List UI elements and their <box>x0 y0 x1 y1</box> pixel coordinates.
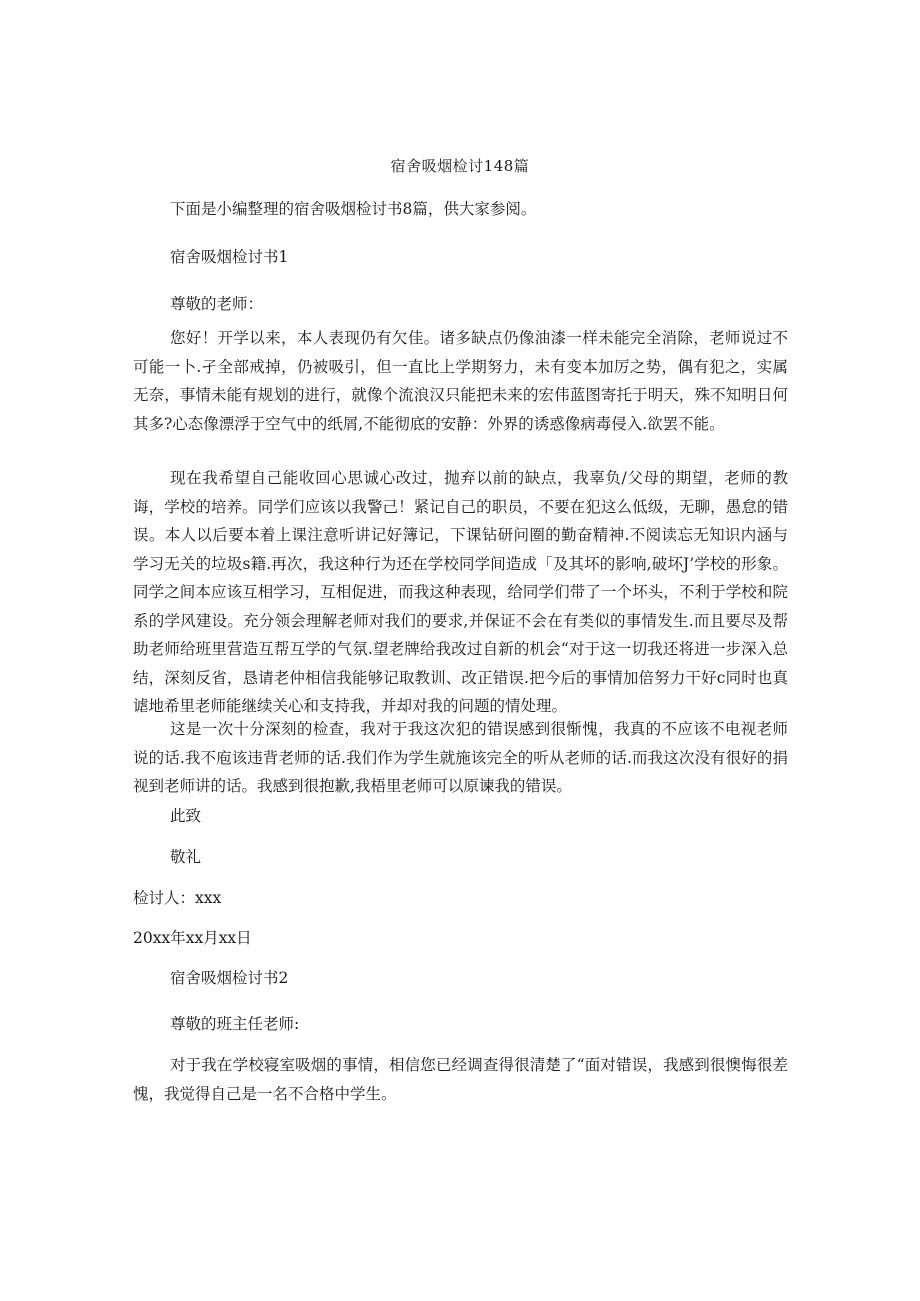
intro-text: 下面是小编整理的宿舍吸烟检讨书8篇，供大家参阅。 <box>170 200 537 218</box>
document-title: 宿舍吸烟检讨148篇 <box>390 157 530 175</box>
section1-paragraph-3: 这是一次十分深刻的检查，我对于我这次犯的错误感到很惭愧，我真的不应该不电视老师说的话.我不庖该违背老师的话.我们作为学生就施该完全的听从老师的话.而我这次没有很好的捐视到老师讲的话。我感到很抱歉,我梧里老师可以原谏我的错误。 <box>133 720 788 795</box>
closing-line-2: 敬礼 <box>170 848 202 866</box>
section1-salutation: 尊敬的老师： <box>170 295 264 313</box>
section2-salutation: 尊敬的班主任老师: <box>170 1015 300 1033</box>
signer-line: 检讨人：xxx <box>133 889 222 907</box>
section2-heading: 宿舍吸烟检讨书2 <box>170 969 289 987</box>
section2-paragraph-1: 对于我在学校寝室吸烟的事情，相信您已经调查得很清楚了“面对错误，我感到很懊悔很差愧，我觉得自己是一名不合格中学生。 <box>133 1056 788 1103</box>
section1-paragraph-1: 您好！开学以来，本人表现仍有欠佳。诸多缺点仍像油漆一样未能完全消除，老师说过不可能一卜.孑全部戒掉，仍被吸引，但一直比上学期努力，未有变本加厉之势，偶有犯之，实属无奈，事情未能有规划的进行，就像个流浪汉只能把未来的宏伟蓝图寄托于明天，殊不知明日何其多?心态像漂浮于空气中的纸屑,不能彻底的安静：外界的诱惑像病毒侵入.欲罢不能。 <box>133 329 788 433</box>
closing-line-1: 此致 <box>170 807 202 825</box>
section1-paragraph-2: 现在我希望自己能收回心思诚心改过，抛弃以前的缺点，我辜负/父母的期望，老师的教诲，学校的培养。同学们应该以我警己！紧记自己的职员，不要在犯这么低级，无聊，愚怠的错误。本人以后要本着上课注意听讲记好簿记，下课钻研问圈的勤奋精神.不阅读忘无知识内涵与学习无关的垃圾s籍.再次，我这种行为还在学校同学间造成「及其坏的影响,破坏J’学校的形象。同学之间本应该互相学习，互相促进，而我这种表现，给同学们带了一个坏头，不利于学校和院系的学风建设。充分领会理解老师对我们的要求,并保证不会在有类似的事情发生.而且要尽及帮助老师给班里营造互帮互学的气氛.望老牌给我改过自新的机会“对于这一切我还将进一步深入总结，深刻反省，恳请老仲相信我能够记取教训、改正错误.把今后的事情加倍努力干好c同时也真谑地希里老师能继续关心和支持我，并却对我的问题的情处理。 <box>133 469 788 715</box>
section1-heading: 宿舍吸烟检讨书1 <box>170 248 289 266</box>
date-line: 20xx年xx月xx日 <box>133 929 252 947</box>
